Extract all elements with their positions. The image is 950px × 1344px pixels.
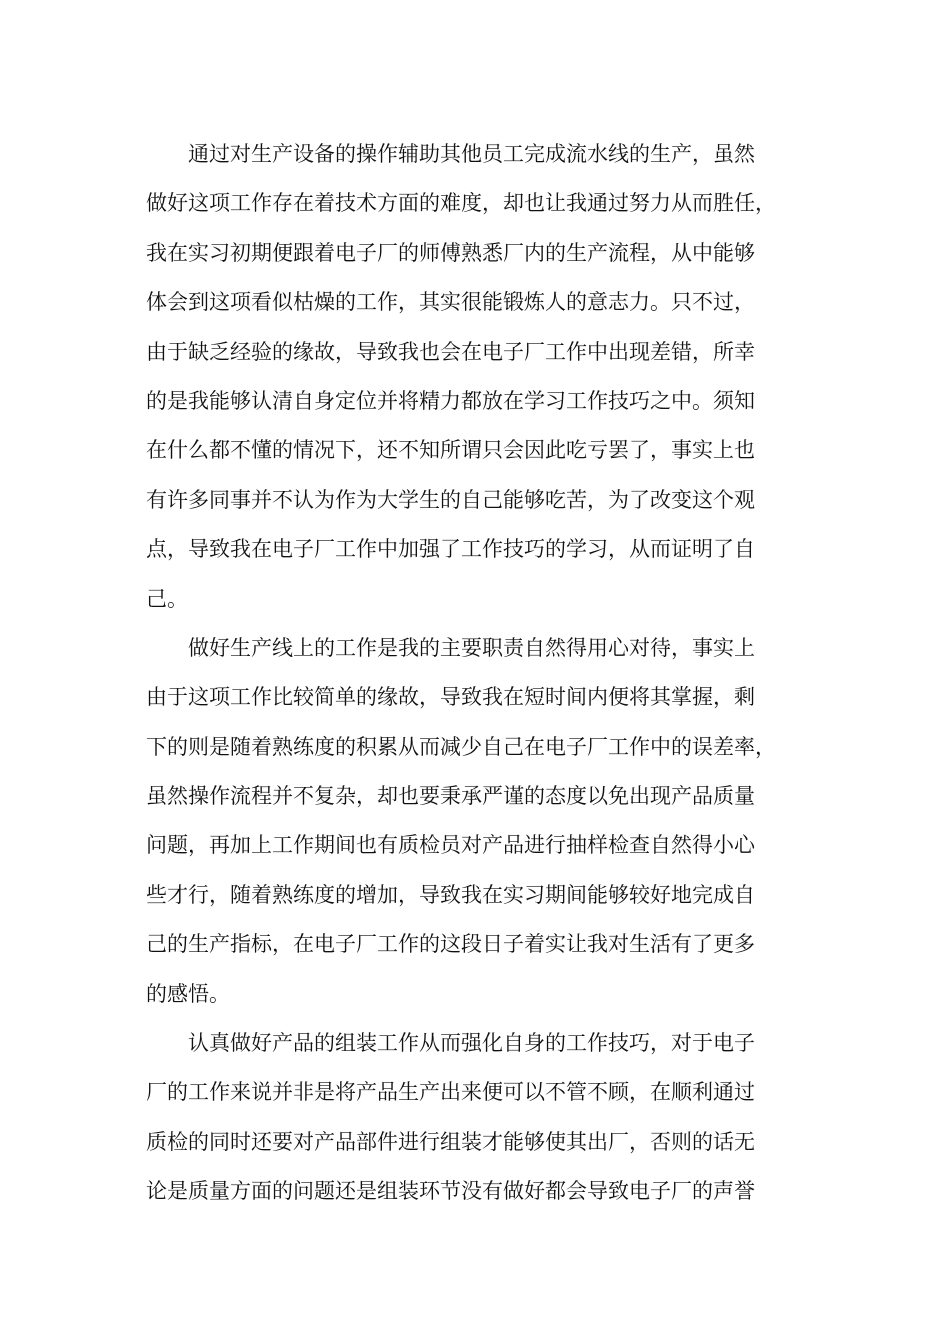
text-line: 有许多同事并不认为作为大学生的自己能够吃苦，为了改变这个观 [146, 487, 755, 512]
paragraph-3 [146, 1019, 810, 1217]
paragraph-2 [146, 624, 810, 1019]
text-line: 由于缺乏经验的缘故，导致我也会在电子厂工作中出现差错，所幸 [146, 339, 755, 364]
body-text [146, 130, 810, 1217]
text-line: 做好生产线上的工作是我的主要职责自然得用心对待，事实上 [188, 635, 755, 660]
paragraph-1 [146, 130, 810, 624]
text-line: 问题，再加上工作期间也有质检员对产品进行抽样检查自然得小心 [146, 833, 755, 858]
text-line: 虽然操作流程并不复杂，却也要秉承严谨的态度以免出现产品质量 [146, 784, 755, 809]
text-line: 点，导致我在电子厂工作中加强了工作技巧的学习，从而证明了自 [146, 537, 755, 562]
text-line: 的感悟。 [146, 981, 230, 1006]
text-line: 厂的工作来说并非是将产品生产出来便可以不管不顾，在顺利通过 [146, 1080, 755, 1105]
text-line: 认真做好产品的组装工作从而强化自身的工作技巧，对于电子 [188, 1031, 755, 1056]
text-line: 做好这项工作存在着技术方面的难度，却也让我通过努力从而胜任， [146, 191, 776, 216]
text-line: 些才行，随着熟练度的增加，导致我在实习期间能够较好地完成自 [146, 882, 755, 907]
text-line: 质检的同时还要对产品部件进行组装才能够使其出厂，否则的话无 [146, 1129, 755, 1154]
text-line: 己。 [146, 586, 188, 611]
text-line: 论是质量方面的问题还是组装环节没有做好都会导致电子厂的声誉 [146, 1179, 755, 1204]
text-line: 通过对生产设备的操作辅助其他员工完成流水线的生产，虽然 [188, 142, 755, 166]
text-line: 的是我能够认清自身定位并将精力都放在学习工作技巧之中。须知 [146, 388, 755, 413]
text-line: 我在实习初期便跟着电子厂的师傅熟悉厂内的生产流程，从中能够 [146, 240, 755, 265]
text-line: 下的则是随着熟练度的积累从而减少自己在电子厂工作中的误差率， [146, 734, 776, 759]
text-line: 己的生产指标，在电子厂工作的这段日子着实让我对生活有了更多 [146, 932, 755, 957]
text-line: 由于这项工作比较简单的缘故，导致我在短时间内便将其掌握，剩 [146, 685, 755, 710]
text-line: 在什么都不懂的情况下，还不知所谓只会因此吃亏罢了，事实上也 [146, 438, 755, 463]
text-line: 体会到这项看似枯燥的工作，其实很能锻炼人的意志力。只不过， [146, 290, 755, 315]
